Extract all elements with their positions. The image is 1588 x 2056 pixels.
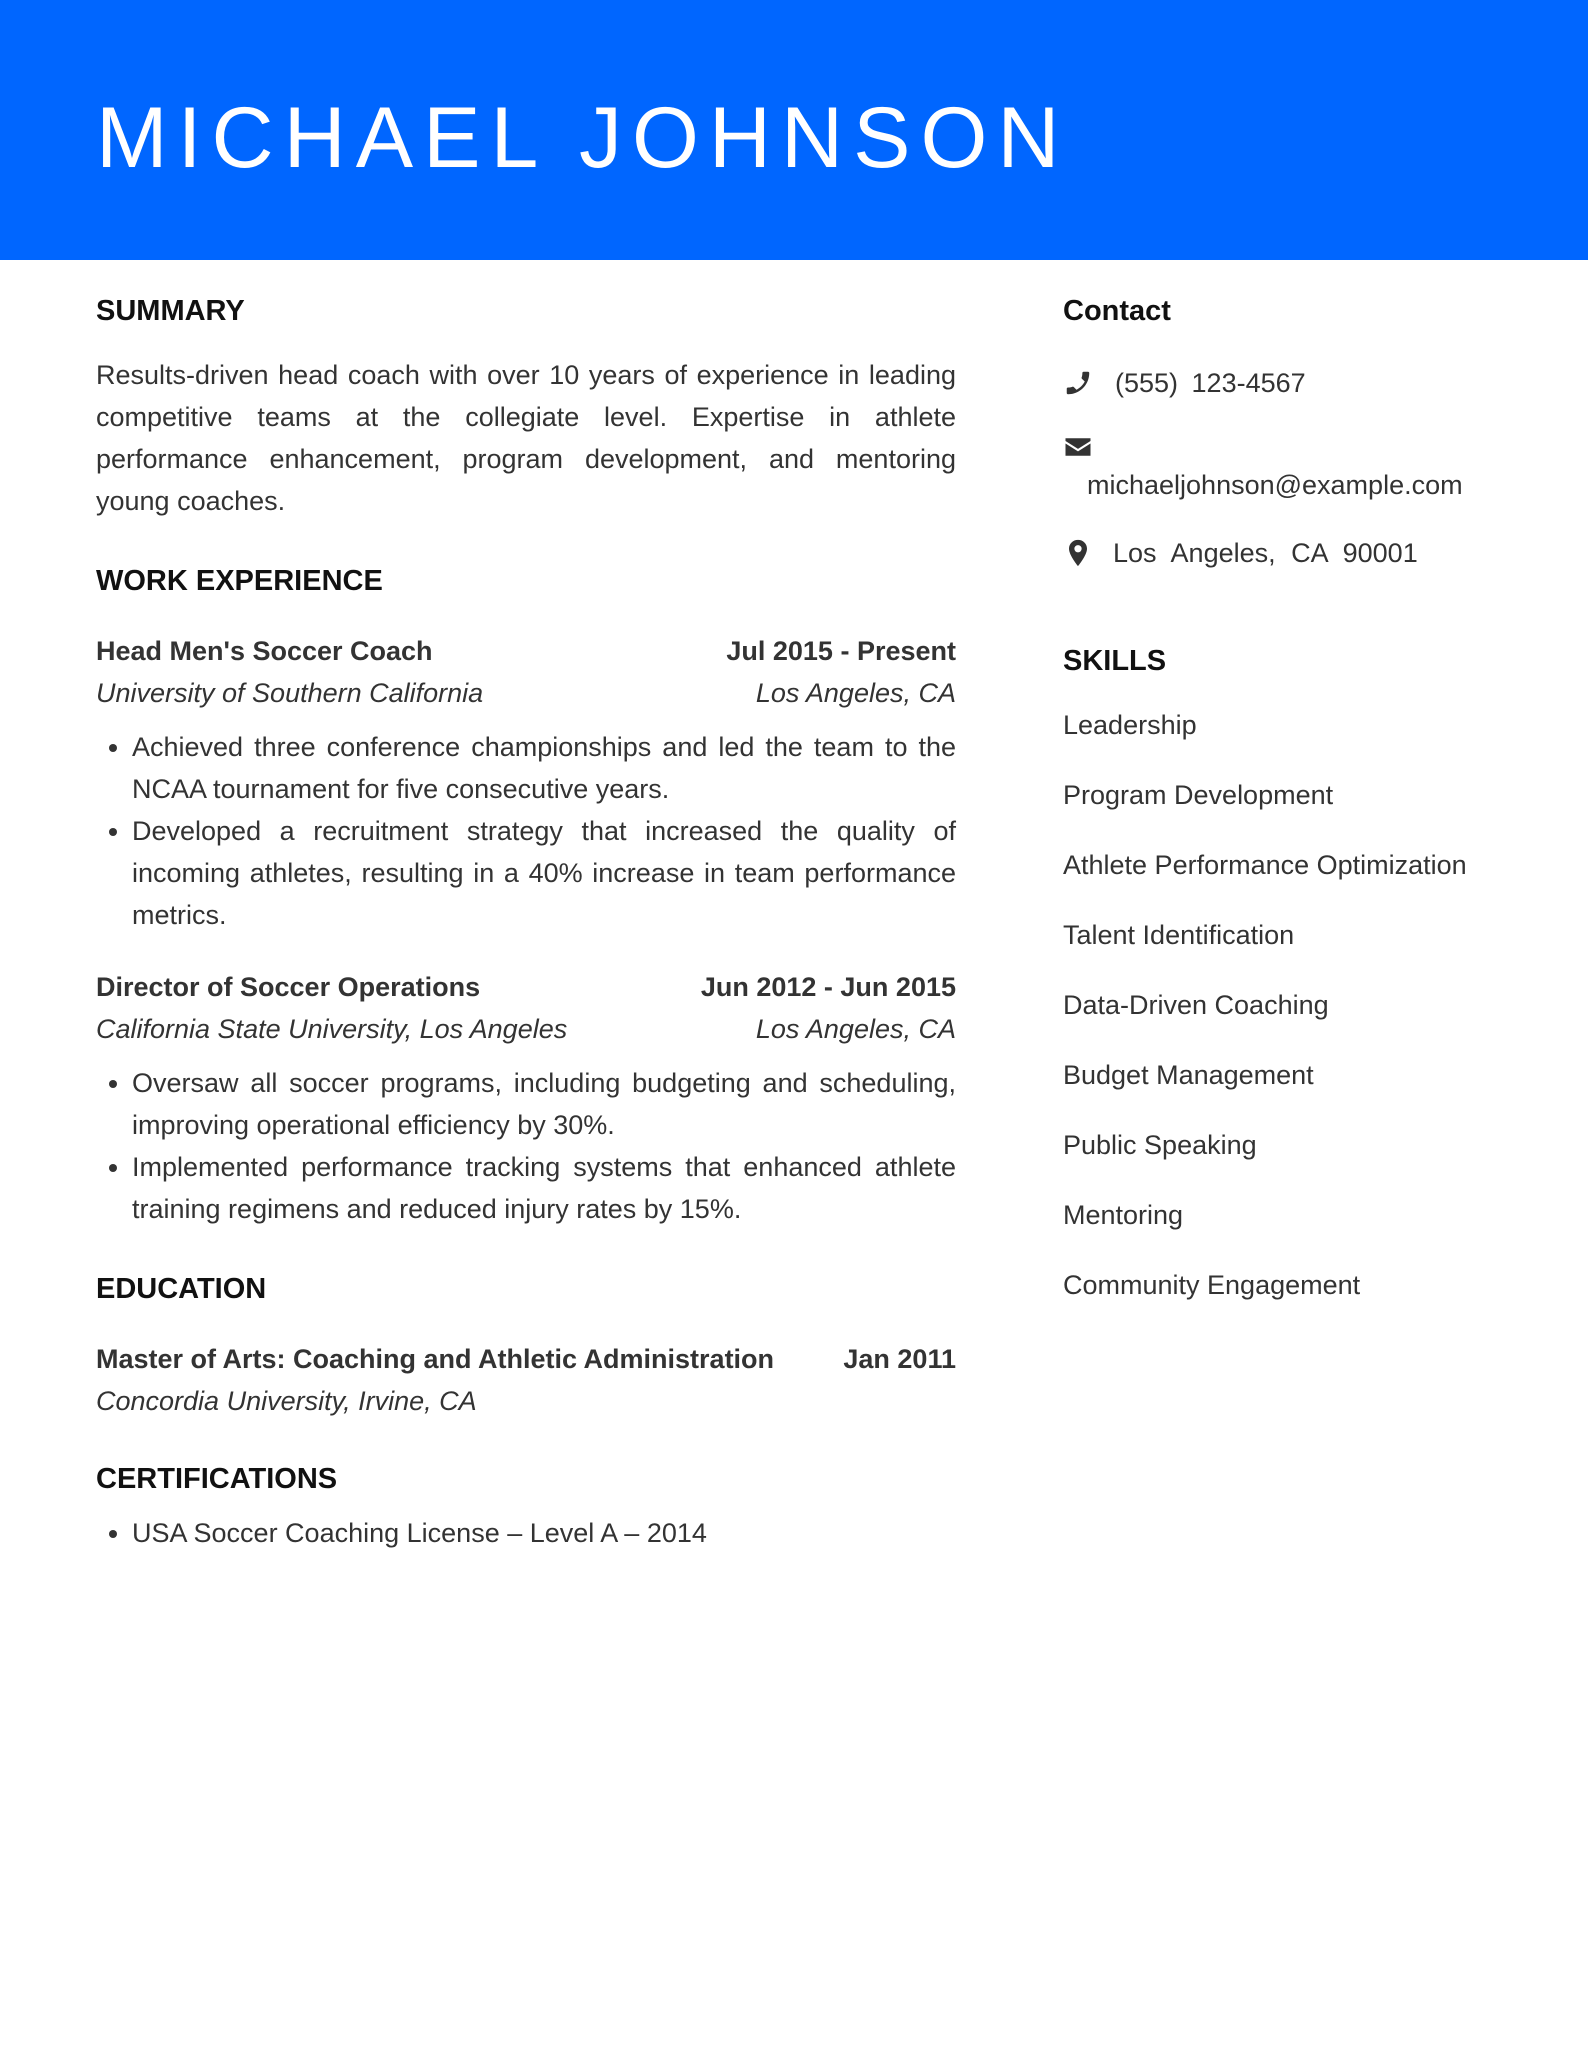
job-bullet: • Implemented performance tracking systems that enhanced athlete training regimens and reduced injury rates by 15%. xyxy=(132,1146,956,1230)
job-header-row xyxy=(96,630,956,672)
skill-item: Athlete Performance Optimization xyxy=(1063,850,1467,880)
main-column xyxy=(96,290,956,1554)
location-text: Los Angeles, CA 90001 xyxy=(1113,538,1418,568)
skill-item: Budget Management xyxy=(1063,1060,1314,1090)
job-location: Los Angeles, CA xyxy=(755,678,956,708)
education-header-row xyxy=(96,1338,956,1380)
work-experience-section xyxy=(96,560,956,1230)
summary-text: Results-driven head coach with over 10 years of experience in leading competitive teams at the collegiate level. Expertise in athlete performance enhancement, program development, and mentoring young coaches. xyxy=(96,360,956,516)
job-location: Los Angeles, CA xyxy=(755,1014,956,1044)
school: Concordia University, Irvine, CA xyxy=(96,1386,477,1416)
skill-item: Program Development xyxy=(1063,780,1334,810)
job-bullet: • Developed a recruitment strategy that increased the quality of incoming athletes, resulting in a 40% increase in team performance metrics. xyxy=(132,810,956,936)
skill-item: Data-Driven Coaching xyxy=(1063,990,1329,1020)
skill-item: Public Speaking xyxy=(1063,1130,1257,1160)
work-experience-heading: WORK EXPERIENCE xyxy=(96,565,383,597)
summary-section xyxy=(96,290,956,522)
education-school-row xyxy=(96,1380,956,1422)
skill-item: Talent Identification xyxy=(1063,920,1295,950)
education-heading: EDUCATION xyxy=(96,1273,267,1305)
skills-heading: SKILLS xyxy=(1063,645,1167,677)
sidebar-column xyxy=(1063,290,1523,1334)
contact-heading: Contact xyxy=(1063,295,1171,327)
phone-icon xyxy=(1063,368,1093,398)
job-header-row xyxy=(96,966,956,1008)
map-marker-icon xyxy=(1063,538,1093,568)
job-bullets xyxy=(96,726,956,936)
email-address[interactable]: michaeljohnson@example.com xyxy=(1087,470,1463,500)
skill-item: Mentoring xyxy=(1063,1200,1184,1230)
header-banner xyxy=(0,0,1588,260)
job-org-row xyxy=(96,672,956,714)
phone-number[interactable]: (555) 123-4567 xyxy=(1115,368,1306,398)
skill-item: Leadership xyxy=(1063,710,1197,740)
skills-list xyxy=(1063,704,1523,1306)
job-bullet: • Achieved three conference championships and led the team to the NCAA tournament for five consecutive years. xyxy=(132,726,956,810)
job-dates: Jun 2012 - Jun 2015 xyxy=(700,972,956,1002)
skills-section xyxy=(1063,640,1523,1306)
skill-item: Community Engagement xyxy=(1063,1270,1361,1300)
candidate-name: MICHAEL JOHNSON xyxy=(96,90,1070,186)
job-title: Director of Soccer Operations xyxy=(96,972,481,1002)
job-organization: California State University, Los Angeles xyxy=(96,1014,568,1044)
contact-section xyxy=(1063,290,1523,574)
job-org-row xyxy=(96,1008,956,1050)
contact-phone xyxy=(1063,362,1523,404)
education-section xyxy=(96,1268,956,1422)
job-bullet: • Oversaw all soccer programs, including budgeting and scheduling, improving operational efficiency by 30%. xyxy=(132,1062,956,1146)
education-entry xyxy=(96,1338,956,1422)
degree: Master of Arts: Coaching and Athletic Administration xyxy=(96,1344,775,1374)
contact-location xyxy=(1063,532,1523,574)
certifications-list xyxy=(96,1512,956,1554)
job-entry xyxy=(96,966,956,1230)
job-title: Head Men's Soccer Coach xyxy=(96,636,433,666)
job-organization: University of Southern California xyxy=(96,678,484,708)
envelope-icon xyxy=(1063,432,1093,462)
certifications-section xyxy=(96,1458,956,1554)
contact-email xyxy=(1063,432,1523,506)
education-date: Jan 2011 xyxy=(843,1344,956,1374)
job-bullets xyxy=(96,1062,956,1230)
certifications-heading: CERTIFICATIONS xyxy=(96,1463,338,1495)
certification-item: • USA Soccer Coaching License – Level A – 2014 xyxy=(132,1512,956,1554)
job-dates: Jul 2015 - Present xyxy=(726,636,956,666)
job-entry xyxy=(96,630,956,936)
summary-heading: SUMMARY xyxy=(96,295,245,327)
